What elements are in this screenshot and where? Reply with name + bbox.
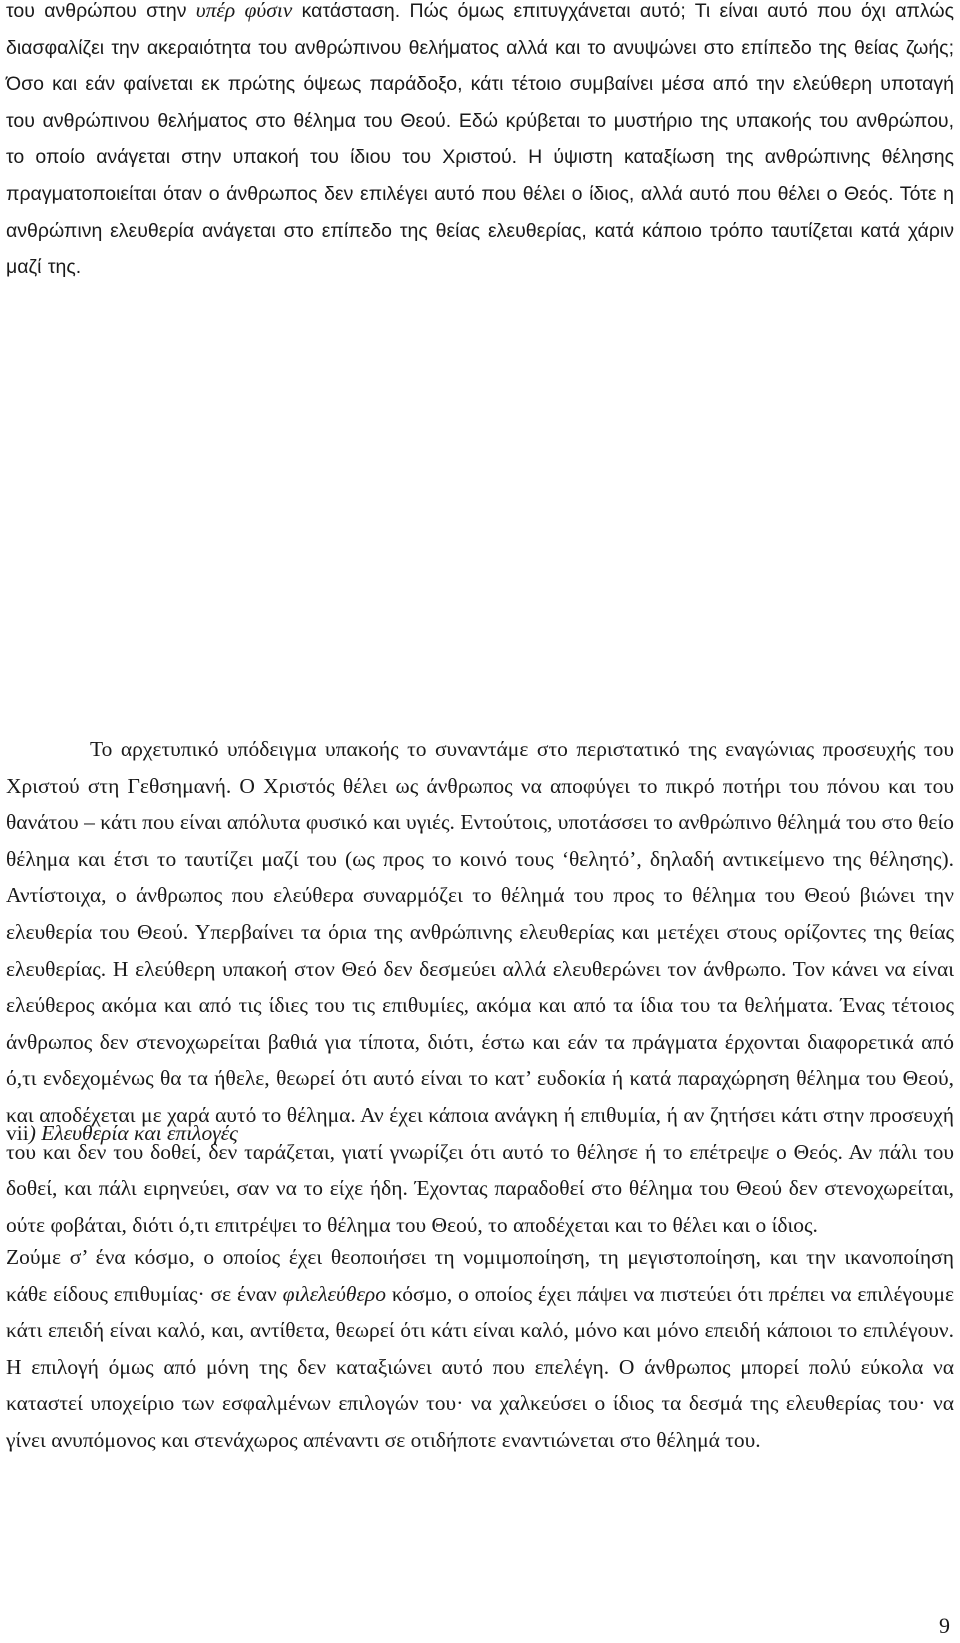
- paragraph-text: του ανθρώπου στην: [6, 0, 196, 22]
- paragraph-text: κόσμο, ο οποίος έχει πάψει να πιστεύει ότι πρέπει να επιλέγουμε κάτι επειδή είναι καλό, και, αντίθετα, θεωρεί ότι κάτι είναι καλό, μόνο και μόνο επειδή κάποιοι το επιλέγουν. Η επιλογή όμως από μόνη της δεν καταξιώνει αυτό που επελέγη. Ο άνθρωπος μπορεί πολύ εύκολα να καταστεί υποχείριο των εσφαλμένων επιλογών του· να χαλκεύσει ο ίδιος τα δεσμά της ελευθερίας του· να γίνει ανυπόμονος και στενάχωρος απέναντι σε οτιδήποτε εναντιώνεται στο θέλημά του.: [6, 1281, 954, 1452]
- section-heading: [6, 1115, 954, 1152]
- paragraph-text: Το αρχετυπικό υπόδειγμα υπακοής το συναντάμε στο περιστατικό της εναγώνιας προσευχής του Χριστού στη Γεθσημανή. Ο Χριστός θέλει ως άνθρωπος να αποφύγει το πικρό ποτήρι του πόνου και του θανάτου – κάτι που είναι απόλυτα φυσικό και υγιές. Εντούτοις, υποτάσσει το ανθρώπινο θέλημά του στο θείο θέλημα και έτσι το ταυτίζει μαζί του (ως προς το κοινό τους ‘θελητό’, δηλαδή αντικείμενο της θέλησης). Αντίστοιχα, ο άνθρωπος που ελεύθερα συναρμόζει το θέλημά του προς το θέλημα του Θεού βιώνει την ελευθερία του Θεού. Υπερβαίνει τα όρια της ανθρώπινης ελευθερίας και μετέχει στους ορίζοντες της θείας ελευθερίας. Η ελεύθερη υπακοή στον Θεό δεν δεσμεύει αλλά ελευθερώνει τον άνθρωπο. Τον κάνει να είναι ελεύθερος ακόμα και από τις ίδιες του τις επιθυμίες, ακόμα και από τα ίδια του τα θελήματα. Ένας τέτοιος άνθρωπος δεν στενοχωρείται βαθιά για τίποτα, διότι, έστω και εάν τα πράγματα έρχονται διαφορετικά από ό,τι ενδεχομένως θα τα ήθελε, θεωρεί ότι αυτό είναι το κατ’ ευδοκία ή κατά παραχώρηση θέλημα του Θεού, και αποδέχεται με χαρά αυτό το θέλημα. Αν έχει κάποια ανάγκη ή επιθυμία, ή αν ζητήσει κάτι στην προσευχή του και δεν του δοθεί, δεν ταράζεται, γιατί γνωρίζει ότι αυτό το θέλησε ή το επέτρεψε ο Θεός. Αν πάλι του δοθεί, και πάλι ειρηνεύει, σαν να το είχε ήδη. Έχοντας παραδοθεί στο θέλημα του Θεού δεν στενοχωρείται, ούτε φοβάται, διότι ό,τι επιτρέψει το θέλημα του Θεού, το αποδέχεται και το θέλει και ο ίδιος.: [6, 737, 954, 1237]
- body-paragraph-freedom-choices: [6, 1239, 954, 1459]
- page-number: 9: [939, 1613, 950, 1638]
- paragraph-text: Ζούμε σ’ ένα κόσμο, ο οποίος έχει θεοποιήσει τη νομιμοποίηση, τη μεγιστοποίηση, και την ικανοποίηση κάθε είδους επιθυμίας· σε έναν: [6, 1245, 954, 1306]
- section-number: vii: [6, 1121, 29, 1145]
- italic-phrase: υπέρ φύσιν: [195, 0, 293, 22]
- document-page: [6, 0, 954, 1643]
- paragraph-text: κατάσταση. Πώς όμως επιτυγχάνεται αυτό; Τι είναι αυτό που όχι απλώς διασφαλίζει την ακεραιότητα του ανθρώπινου θελήματος αλλά και το ανυψώνει στο επίπεδο της θείας ζωής; Όσο και εάν φαίνεται εκ πρώτης όψεως παράδοξο, κάτι τέτοιο συμβαίνει μέσα από την ελεύθερη υποταγή του ανθρώπινου θελήματος στο θέλημα του Θεού. Εδώ κρύβεται το μυστήριο της υπακοής του ανθρώπου, το οποίο ανάγεται στην υπακοή του ίδιου του Χριστού. Η ύψιστη καταξίωση της ανθρώπινης θέλησης πραγματοποιείται όταν ο άνθρωπος δεν επιλέγει αυτό που θέλει ο ίδιος, αλλά αυτό που θέλει ο Θεός. Τότε η ανθρώπινη ελευθερία ανάγεται στο επίπεδο της θείας ελευθερίας, κατά κάποιο τρόπο ταυτίζεται κατά χάριν μαζί της.: [6, 0, 954, 279]
- body-paragraph-obedience: [6, 0, 954, 286]
- section-title: ) Ελευθερία και επιλογές: [28, 1121, 238, 1145]
- body-paragraph-gethsemane: [6, 731, 954, 1243]
- italic-word: φιλελεύθερο: [282, 1281, 386, 1306]
